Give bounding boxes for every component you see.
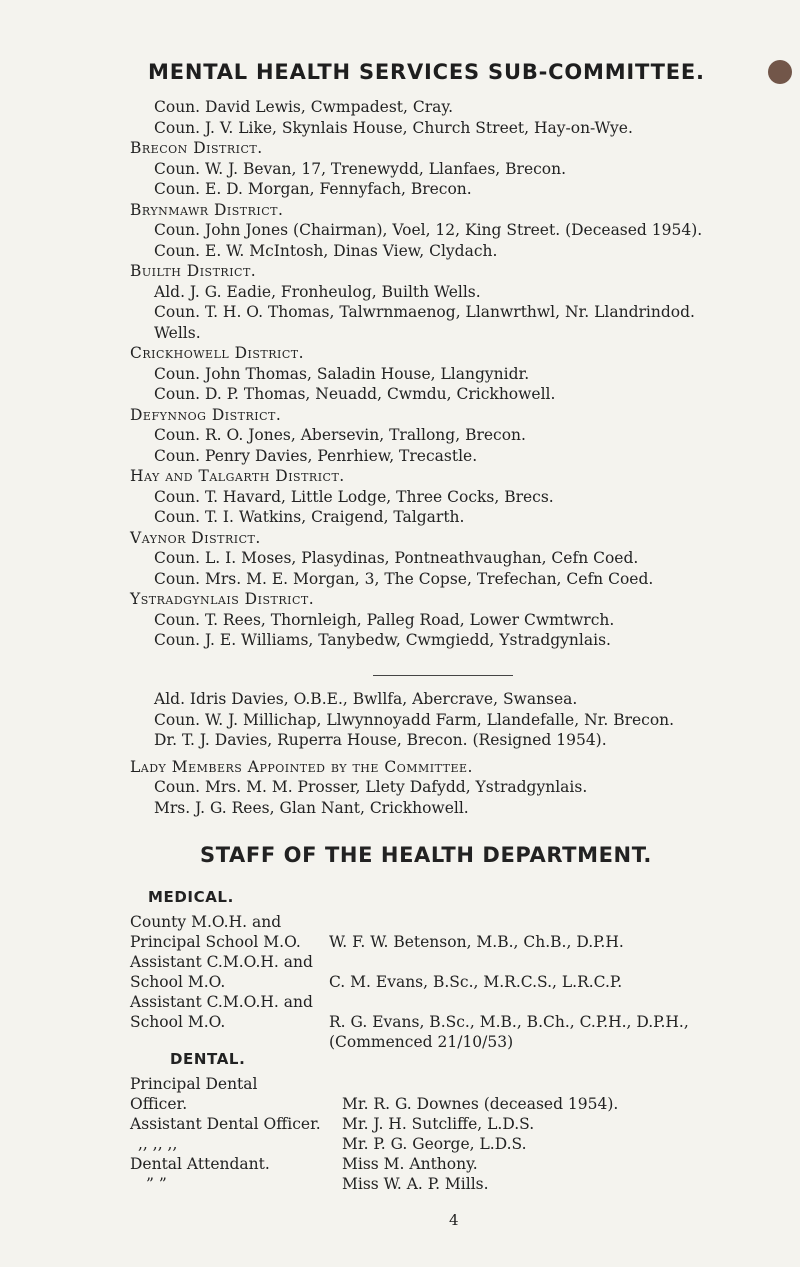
other-members <box>130 689 780 818</box>
staff-name: Mr. J. H. Sutcliffe, L.D.S. <box>342 1115 535 1133</box>
staff-name-note: (Commenced 21/10/53) <box>329 1033 514 1051</box>
role-line: Assistant C.M.O.H. and <box>130 993 313 1011</box>
medical-names <box>329 932 789 1052</box>
member-line: Coun. W. J. Bevan, 17, Trenewydd, Llanfaes, Brecon. <box>154 159 567 178</box>
page-title: MENTAL HEALTH SERVICES SUB-COMMITTEE. <box>148 60 705 84</box>
dental-heading: DENTAL. <box>170 1050 246 1068</box>
role-line: Principal Dental <box>130 1075 258 1093</box>
member-line: Coun. E. D. Morgan, Fennyfach, Brecon. <box>154 180 472 198</box>
staff-section-title: STAFF OF THE HEALTH DEPARTMENT. <box>200 843 653 867</box>
member-line: Coun. R. O. Jones, Abersevin, Trallong, Brecon. <box>154 426 526 444</box>
staff-name: W. F. W. Betenson, M.B., Ch.B., D.P.H. <box>329 933 624 951</box>
staff-name: Mr. P. G. George, L.D.S. <box>342 1135 527 1153</box>
role-line: Principal School M.O. <box>130 933 301 951</box>
section-divider <box>373 675 513 676</box>
staff-name: R. G. Evans, B.Sc., M.B., B.Ch., C.P.H., D.P.H., <box>329 1013 689 1031</box>
member-line-continued: Wells. <box>154 323 201 342</box>
member-line: Coun. T. H. O. Thomas, Talwrnmaenog, Llanwrthwl, Nr. Llandrindod. <box>154 303 695 321</box>
member-line: Coun. David Lewis, Cwmpadest, Cray. <box>154 98 453 116</box>
role-line: Assistant Dental Officer. <box>130 1115 321 1133</box>
staff-name: Mr. R. G. Downes (deceased 1954). <box>342 1095 619 1113</box>
district-heading: Defynnog District. <box>130 405 282 424</box>
role-line: County M.O.H. and <box>130 913 282 931</box>
dental-names <box>342 1094 800 1194</box>
role-line: Assistant C.M.O.H. and <box>130 953 313 971</box>
district-heading: Brecon District. <box>130 139 263 157</box>
role-line: School M.O. <box>130 1013 226 1031</box>
ditto-marks: ” ” <box>146 1175 167 1193</box>
member-line: Coun. Mrs. M. E. Morgan, 3, The Copse, Trefechan, Cefn Coed. <box>154 569 654 588</box>
district-heading: Brynmawr District. <box>130 200 284 219</box>
dental-roles <box>130 1074 330 1194</box>
member-line: Coun. Penry Davies, Penrhiew, Trecastle. <box>154 446 478 465</box>
district-heading: Ystradgynlais District. <box>130 590 315 608</box>
district-heading: Crickhowell District. <box>130 344 305 362</box>
lady-members-heading: Lady Members Appointed by the Committee. <box>130 757 473 776</box>
medical-roles <box>130 912 330 1032</box>
staff-name: C. M. Evans, B.Sc., M.R.C.S., L.R.C.P. <box>329 973 623 991</box>
district-heading: Hay and Talgarth District. <box>130 467 345 485</box>
member-line: Coun. T. Rees, Thornleigh, Palleg Road, Lower Cwmtwrch. <box>154 610 615 629</box>
member-line: Ald. Idris Davies, O.B.E., Bwllfa, Abercrave, Swansea. <box>154 690 578 708</box>
district-heading: Vaynor District. <box>130 528 261 547</box>
member-line: Coun. J. E. Williams, Tanybedw, Cwmgiedd, Ystradgynlais. <box>154 631 611 649</box>
committee-members <box>130 97 780 651</box>
ink-blot-mark <box>768 60 792 84</box>
staff-name: Miss W. A. P. Mills. <box>342 1175 489 1193</box>
member-line: Coun. John Thomas, Saladin House, Llangynidr. <box>154 364 530 383</box>
district-heading: Builth District. <box>130 262 257 280</box>
member-line: Dr. T. J. Davies, Ruperra House, Brecon. (Resigned 1954). <box>154 731 607 749</box>
member-line: Coun. E. W. McIntosh, Dinas View, Clydach. <box>154 241 498 260</box>
member-line: Mrs. J. G. Rees, Glan Nant, Crickhowell. <box>154 798 469 817</box>
member-line: Coun. W. J. Millichap, Llwynnoyadd Farm, Llandefalle, Nr. Brecon. <box>154 710 675 729</box>
staff-name: Miss M. Anthony. <box>342 1155 478 1173</box>
role-line: Officer. <box>130 1095 188 1113</box>
member-line: Coun. Mrs. M. M. Prosser, Llety Dafydd, Ystradgynlais. <box>154 778 588 796</box>
member-line: Coun. J. V. Like, Skynlais House, Church Street, Hay-on-Wye. <box>154 118 633 137</box>
member-line: Coun. L. I. Moses, Plasydinas, Pontneathvaughan, Cefn Coed. <box>154 549 639 567</box>
member-line: Coun. T. Havard, Little Lodge, Three Cocks, Brecs. <box>154 487 554 506</box>
role-line: School M.O. <box>130 973 226 991</box>
member-line: Coun. John Jones (Chairman), Voel, 12, King Street. (Deceased 1954). <box>154 221 703 239</box>
member-line: Coun. T. I. Watkins, Craigend, Talgarth. <box>154 508 465 526</box>
role-line: Dental Attendant. <box>130 1155 270 1173</box>
medical-heading: MEDICAL. <box>148 888 234 906</box>
page-number: 4 <box>449 1211 459 1229</box>
ditto-marks: ,, ,, ,, <box>138 1135 178 1153</box>
member-line: Coun. D. P. Thomas, Neuadd, Cwmdu, Crickhowell. <box>154 385 556 403</box>
member-line: Ald. J. G. Eadie, Fronheulog, Builth Wells. <box>154 282 481 301</box>
